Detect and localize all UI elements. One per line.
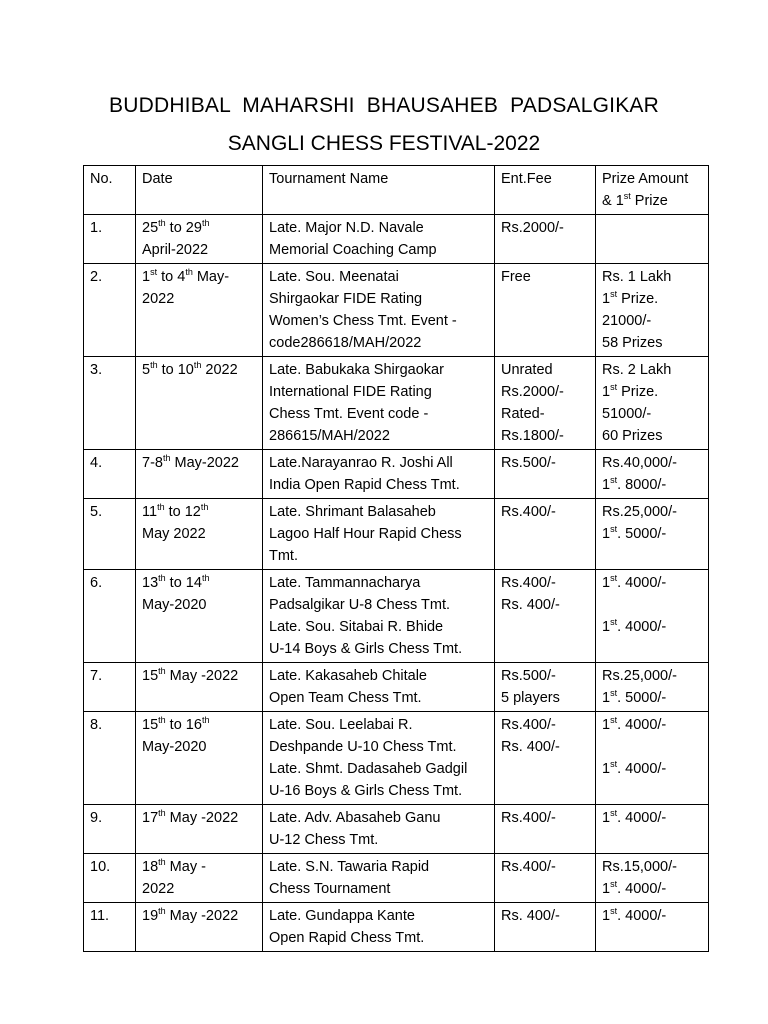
table-row (84, 499, 709, 570)
date-line: April-2022 (142, 242, 209, 258)
prize-line: 1st. 4000/- (602, 573, 667, 591)
cell-entry-fee (495, 805, 596, 854)
prize-line: 1st Prize. (602, 289, 659, 307)
cell-number: 2. (84, 264, 136, 357)
cell-prize (596, 903, 709, 952)
tournament-name-line: Late. Adv. Abasaheb Ganu (269, 810, 441, 826)
cell-number: 6. (84, 570, 136, 663)
prize-line: 1st. 4000/- (602, 906, 667, 924)
cell-date (136, 357, 263, 450)
date-line: 13th to 14th (142, 573, 210, 591)
tournament-name-line: Late.Narayanrao R. Joshi All (269, 455, 453, 471)
table-header (84, 166, 709, 215)
tournament-name-line: U-14 Boys & Girls Chess Tmt. (269, 641, 463, 657)
date-line: 18th May - (142, 857, 206, 875)
date-line: 15th to 16th (142, 715, 210, 733)
cell-entry-fee (495, 712, 596, 805)
table-row (84, 903, 709, 952)
cell-tournament-name (263, 570, 495, 663)
tournament-name-line: Open Rapid Chess Tmt. (269, 930, 425, 946)
cell-entry-fee (495, 264, 596, 357)
fee-line: Rs.2000/- (501, 384, 564, 400)
fee-line: Rs. 400/- (501, 739, 560, 755)
fee-line: Rs.1800/- (501, 428, 564, 444)
fee-line: 5 players (501, 690, 560, 706)
cell-date (136, 450, 263, 499)
cell-number: 9. (84, 805, 136, 854)
cell-entry-fee (495, 499, 596, 570)
prize-line: Rs.40,000/- (602, 455, 677, 471)
tournament-name-line: Late. Kakasaheb Chitale (269, 668, 427, 684)
cell-entry-fee (495, 663, 596, 712)
tournament-name-line: code286618/MAH/2022 (269, 335, 422, 351)
prize-line: 58 Prizes (602, 335, 663, 351)
cell-number: 4. (84, 450, 136, 499)
date-line: 2022 (142, 291, 175, 307)
date-line: 5th to 10th 2022 (142, 360, 238, 378)
cell-tournament-name (263, 264, 495, 357)
cell-tournament-name (263, 499, 495, 570)
cell-date (136, 712, 263, 805)
cell-tournament-name (263, 357, 495, 450)
prize-line: 60 Prizes (602, 428, 663, 444)
cell-tournament-name (263, 805, 495, 854)
date-line: 7-8th May-2022 (142, 453, 239, 471)
cell-date (136, 499, 263, 570)
fee-line: Rs.400/- (501, 810, 556, 826)
cell-number: 8. (84, 712, 136, 805)
table-row (84, 215, 709, 264)
cell-tournament-name (263, 663, 495, 712)
header-date: Date (136, 166, 263, 215)
header-prize (596, 166, 709, 215)
tournament-name-line: Late. Sou. Meenatai (269, 269, 399, 285)
tournament-name-line: Lagoo Half Hour Rapid Chess (269, 526, 462, 542)
prize-line: Rs. 1 Lakh (602, 269, 672, 285)
cell-number: 7. (84, 663, 136, 712)
table-body (84, 215, 709, 952)
tournament-name-line: Late. Sou. Leelabai R. (269, 717, 413, 733)
tournament-name-line: International FIDE Rating (269, 384, 432, 400)
prize-line: 1st. 5000/- (602, 524, 667, 542)
cell-prize (596, 570, 709, 663)
date-line: 15th May -2022 (142, 666, 239, 684)
cell-tournament-name (263, 450, 495, 499)
cell-date (136, 903, 263, 952)
prize-line: 1st. 8000/- (602, 475, 667, 493)
table-row (84, 570, 709, 663)
date-line: May-2020 (142, 597, 207, 613)
tournament-name-line: Late. S.N. Tawaria Rapid (269, 859, 430, 875)
cell-number: 3. (84, 357, 136, 450)
prize-line: 1st. 4000/- (602, 879, 667, 897)
cell-entry-fee (495, 215, 596, 264)
fee-line: Rs.400/- (501, 575, 556, 591)
tournament-name-line: U-12 Chess Tmt. (269, 832, 379, 848)
tournament-name-line: Shirgaokar FIDE Rating (269, 291, 423, 307)
cell-date (136, 854, 263, 903)
tournament-name-line: Tmt. (269, 548, 298, 564)
prize-line: Rs.15,000/- (602, 859, 677, 875)
tournament-name-line: Late. Major N.D. Navale (269, 220, 424, 236)
prize-line: 1st Prize. (602, 382, 659, 400)
tournament-name-line: U-16 Boys & Girls Chess Tmt. (269, 783, 463, 799)
table-row (84, 264, 709, 357)
cell-number: 1. (84, 215, 136, 264)
tournament-name-line: Chess Tournament (269, 881, 391, 897)
date-line: 11th to 12th (142, 502, 209, 520)
table-row (84, 712, 709, 805)
cell-prize (596, 264, 709, 357)
fee-line: Rs.500/- (501, 668, 556, 684)
prize-line: Rs.25,000/- (602, 668, 677, 684)
tournament-name-line: Deshpande U-10 Chess Tmt. (269, 739, 457, 755)
cell-prize (596, 450, 709, 499)
fee-line: Rs.2000/- (501, 220, 564, 236)
tournament-name-line: Late. Tammannacharya (269, 575, 421, 591)
table-row (84, 357, 709, 450)
tournament-name-line: Late. Shrimant Balasaheb (269, 504, 436, 520)
fee-line: Rs.500/- (501, 455, 556, 471)
tournament-name-line: India Open Rapid Chess Tmt. (269, 477, 460, 493)
cell-prize (596, 854, 709, 903)
tournament-name-line: Memorial Coaching Camp (269, 242, 437, 258)
tournament-name-line: Late. Gundappa Kante (269, 908, 415, 924)
cell-prize (596, 712, 709, 805)
header-tournament-name: Tournament Name (263, 166, 495, 215)
prize-line: 1st. 5000/- (602, 688, 667, 706)
cell-prize (596, 357, 709, 450)
cell-number: 5. (84, 499, 136, 570)
cell-date (136, 570, 263, 663)
prize-line (602, 594, 703, 616)
cell-entry-fee (495, 570, 596, 663)
cell-date (136, 264, 263, 357)
date-line: May-2020 (142, 739, 207, 755)
cell-prize (596, 805, 709, 854)
fee-line: Free (501, 269, 531, 285)
cell-tournament-name (263, 215, 495, 264)
date-line: 25th to 29th (142, 218, 210, 236)
tournament-name-line: 286615/MAH/2022 (269, 428, 390, 444)
document-title-line2: SANGLI CHESS FESTIVAL-2022 (227, 132, 541, 155)
tournament-name-line: Padsalgikar U-8 Chess Tmt. (269, 597, 451, 613)
header-prize-line2: & 1st Prize (602, 191, 668, 209)
cell-number: 11. (84, 903, 136, 952)
prize-line: 1st. 4000/- (602, 617, 667, 635)
tournament-name-line: Late. Shmt. Dadasaheb Gadgil (269, 761, 468, 777)
prize-line: 1st. 4000/- (602, 808, 667, 826)
header-no: No. (84, 166, 136, 215)
date-line: 1st to 4th May- (142, 267, 230, 285)
prize-line: 1st. 4000/- (602, 759, 667, 777)
tournament-name-line: Women’s Chess Tmt. Event - (269, 313, 457, 329)
cell-date (136, 663, 263, 712)
prize-line: 21000/- (602, 313, 652, 329)
tournament-name-line: Chess Tmt. Event code - (269, 406, 429, 422)
fee-line: Rs. 400/- (501, 908, 560, 924)
cell-tournament-name (263, 854, 495, 903)
fee-line: Rs.400/- (501, 859, 556, 875)
document-title-line1: BUDDHIBAL MAHARSHI BHAUSAHEB PADSALGIKAR (109, 94, 659, 117)
date-line: 2022 (142, 881, 175, 897)
fee-line: Rated- (501, 406, 545, 422)
date-line: 19th May -2022 (142, 906, 239, 924)
header-entry-fee: Ent.Fee (495, 166, 596, 215)
table-row (84, 805, 709, 854)
prize-line (602, 736, 703, 758)
date-line: May 2022 (142, 526, 206, 542)
fee-line: Unrated (501, 362, 553, 378)
schedule-table (83, 165, 709, 952)
table-row (84, 663, 709, 712)
prize-line: Rs.25,000/- (602, 504, 677, 520)
cell-date (136, 805, 263, 854)
table-row (84, 450, 709, 499)
cell-tournament-name (263, 712, 495, 805)
fee-line: Rs.400/- (501, 504, 556, 520)
cell-entry-fee (495, 450, 596, 499)
fee-line: Rs. 400/- (501, 597, 560, 613)
cell-prize (596, 499, 709, 570)
cell-tournament-name (263, 903, 495, 952)
cell-entry-fee (495, 357, 596, 450)
cell-date (136, 215, 263, 264)
header-row (84, 166, 709, 215)
cell-entry-fee (495, 854, 596, 903)
prize-line: Rs. 2 Lakh (602, 362, 672, 378)
tournament-name-line: Late. Babukaka Shirgaokar (269, 362, 444, 378)
prize-line: 51000/- (602, 406, 652, 422)
tournament-name-line: Late. Sou. Sitabai R. Bhide (269, 619, 444, 635)
cell-prize (596, 663, 709, 712)
tournament-name-line: Open Team Chess Tmt. (269, 690, 422, 706)
date-line: 17th May -2022 (142, 808, 239, 826)
cell-prize (596, 215, 709, 264)
header-prize-line1: Prize Amount (602, 171, 689, 187)
cell-entry-fee (495, 903, 596, 952)
cell-number: 10. (84, 854, 136, 903)
fee-line: Rs.400/- (501, 717, 556, 733)
prize-line: 1st. 4000/- (602, 715, 667, 733)
table-row (84, 854, 709, 903)
